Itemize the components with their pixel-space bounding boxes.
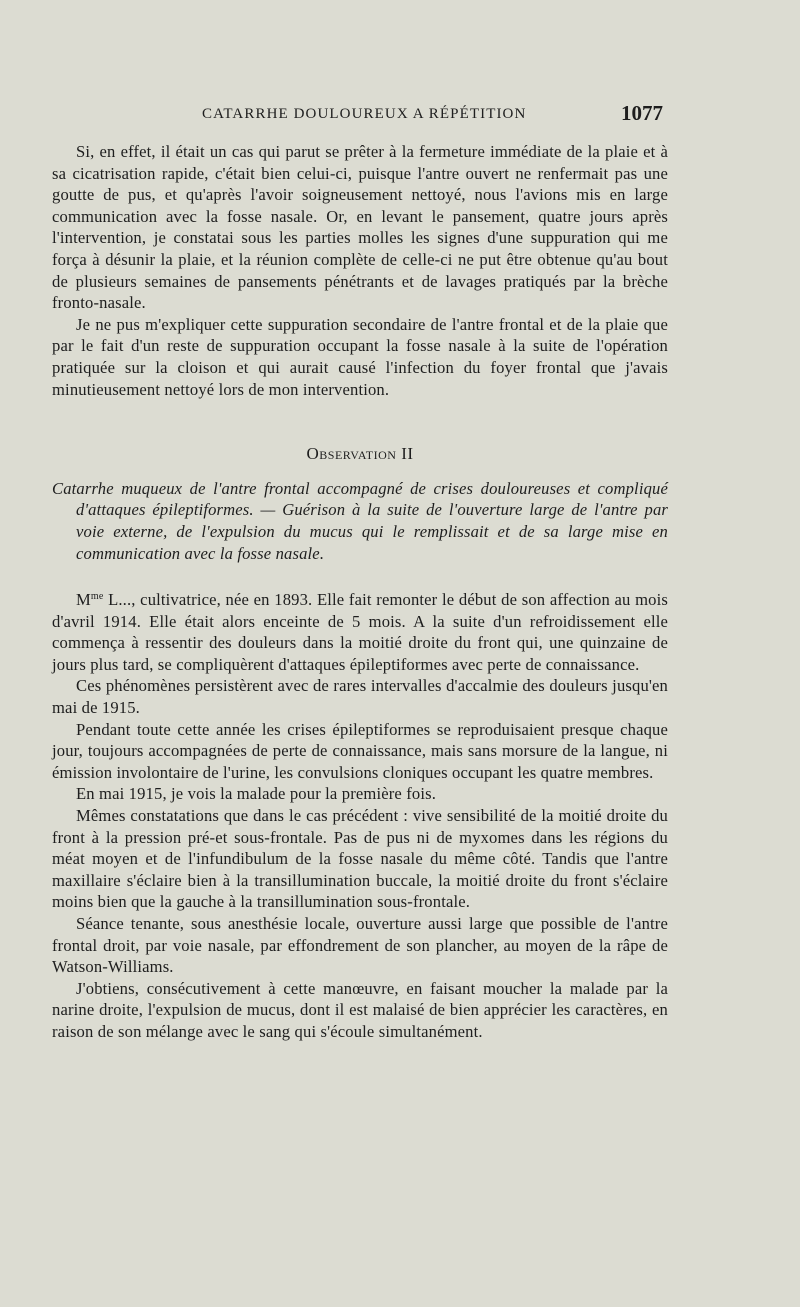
patient-title: M <box>76 590 91 610</box>
observation-label: Observation <box>306 444 397 464</box>
observation-heading <box>52 443 668 465</box>
paragraph: Si, en effet, il était un cas qui parut se prêter à la fermeture immédiate de la plaie et à sa cicatrisation rapide, c'était bien celui-ci, puisque l'antre ouvert ne renfermait pas une goutte de pus, et qu'après l'avoir soigneusement nettoyé, nous l'avions mis en large communication avec la fosse nasale. Or, en levant le pansement, quatre jours après l'intervention, je constatai sous les parties molles les signes d'une suppuration qui me força à désunir la plaie, et la réunion complète de celle-ci ne put être obtenue qu'au bout de plusieurs semaines de pansements pénétrants et de lavages pratiqués par la brèche fronto-nasale. <box>52 142 668 313</box>
paragraph: Pendant toute cette année les crises épileptiformes se reproduisaient presque chaque jour, toujours accompagnées de perte de connaissance, mais sans morsure de la langue, ni émission involontaire de l'urine, les convulsions cloniques occupant les quatre membres. <box>52 719 668 782</box>
paragraph: J'obtiens, consécutivement à cette manœuvre, en faisant moucher la malade par la narine droite, l'expulsion de mucus, dont il est malaisé de bien apprécier les caractères, en raison de son mélange avec le sang qui s'écoule simultanément. <box>52 978 668 1041</box>
paragraph: En mai 1915, je vois la malade pour la première fois. <box>76 784 436 804</box>
paragraph: Séance tenante, sous anesthésie locale, ouverture aussi large que possible de l'antre frontal droit, par voie nasale, par effondrement de son plancher, au moyen de la râpe de Watson-Williams. <box>52 914 668 977</box>
paragraph: Je ne pus m'expliquer cette suppuration secondaire de l'antre frontal et de la plaie que par le fait d'un reste de suppuration occupant la fosse nasale à la suite de l'opération pratiquée sur la cloison et qui aurait causé l'infection du foyer frontal que j'avais minutieusement nettoyé lors de mon intervention. <box>52 314 668 399</box>
observation-abstract: Catarrhe muqueux de l'antre frontal accompagné de crises douloureuses et compliqué d'attaques épileptiformes. — Guérison à la suite de l'ouverture large de l'antre par voie externe, de l'expulsion du mucus qui le remplissait et de sa large mise en communication avec la fosse nasale. <box>52 478 668 563</box>
page-number: 1077 <box>621 101 663 125</box>
observation-number: II <box>401 444 414 464</box>
patient-title-superscript: me <box>90 591 104 603</box>
paragraph: Mêmes constatations que dans le cas précédent : vive sensibilité de la moitié droite du front à la pression pré-et sous-frontale. Pas de pus ni de myxomes dans les régions du méat moyen et de l'infundibulum de la fosse nasale du même côté. Tandis que l'antre maxillaire s'éclaire bien à la transillumination buccale, la moitié droite du front s'éclaire moins bien que la gauche à la transillumination sous-frontale. <box>52 806 668 912</box>
paragraph: Ces phénomènes persistèrent avec de rares intervalles d'accalmie des douleurs jusqu'en mai de 1915. <box>52 676 668 718</box>
paragraph <box>52 586 668 675</box>
running-title: CATARRHE DOULOUREUX A RÉPÉTITION <box>202 106 527 122</box>
page-header <box>0 101 800 128</box>
page-body <box>52 141 668 1043</box>
paragraph-text: L..., cultivatrice, née en 1893. Elle fait remonter le début de son affection au mois d'avril 1914. Elle était alors enceinte de 5 mois. A la suite d'un refroidissement elle commença à ressentir des douleurs dans la moitié droite du front qui, une quinzaine de jours plus tard, se compliquèrent d'attaques épileptiformes avec perte de connaissance. <box>52 590 668 674</box>
